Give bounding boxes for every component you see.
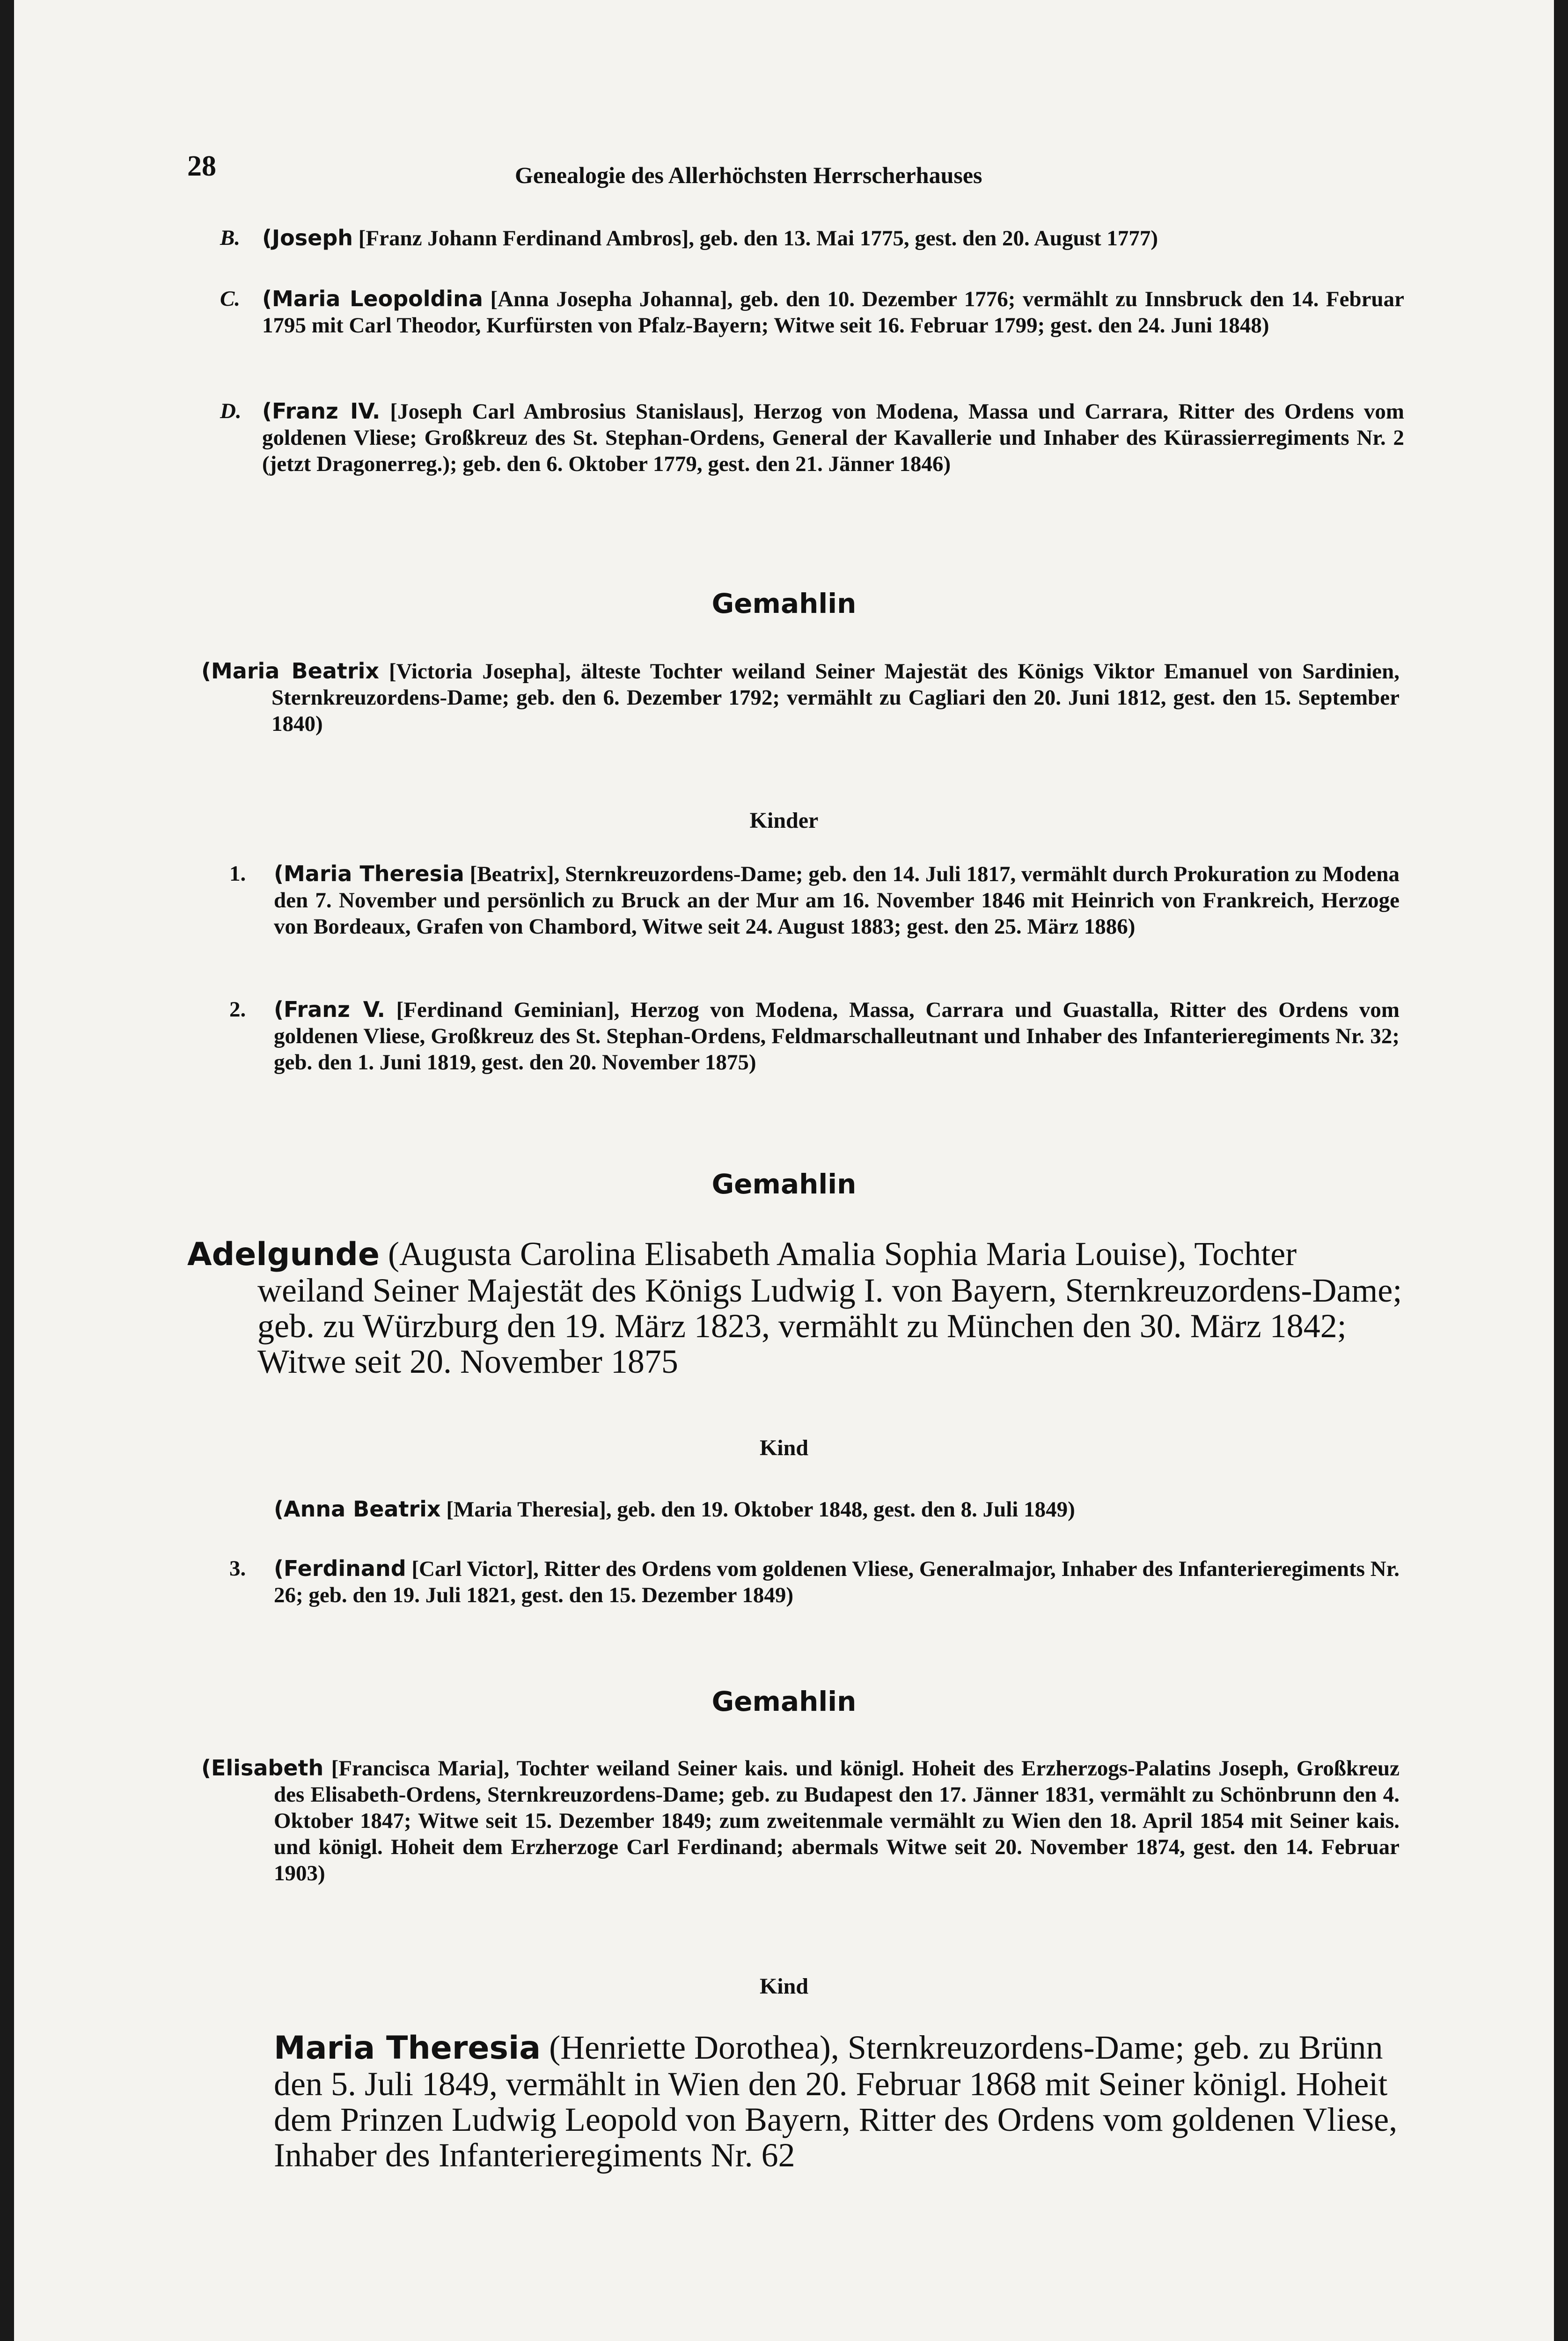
entry-name: (Anna Beatrix — [274, 1496, 441, 1522]
child-2-entry — [229, 996, 1399, 1075]
child-3a-entry — [274, 2030, 1404, 2173]
spouse-text: [Victoria Josepha], älteste Tochter weiland Seiner Majestät des Königs Viktor Emanuel von Sardinien, Sternkreuzordens-Dame; geb. den 6. Dezember 1792; vermählt zu Cagliari den 20. Juni 1812, gest. den 15. September 1840) — [271, 659, 1399, 736]
entry-label: 1. — [229, 861, 246, 886]
entry-d — [220, 398, 1405, 477]
entry-name: Maria Theresia — [274, 2030, 541, 2067]
spouse-2-entry — [187, 1236, 1404, 1379]
entry-label: 2. — [229, 997, 246, 1022]
entry-name: (Franz IV. — [262, 398, 381, 424]
entry-b — [220, 225, 1404, 251]
entry-text: (Henriette Dorothea), Sternkreuzordens-Dame; geb. zu Brünn den 5. Juli 1849, vermählt in Wien den 20. Februar 1868 mit Seiner königl. Hoheit dem Prinzen Ludwig Leopold von Bayern, Ritter des Ordens vom goldenen Vliese, Inhaber des Infanterieregiments Nr. 62 — [274, 2029, 1398, 2174]
spouse-1-entry — [201, 658, 1399, 737]
entry-name: (Franz V. — [274, 997, 385, 1022]
entry-text: [Franz Johann Ferdinand Ambros], geb. den 13. Mai 1775, gest. den 20. August 1777) — [353, 226, 1158, 250]
entry-label: C. — [220, 287, 241, 311]
spouse-name: (Elisabeth — [201, 1755, 324, 1781]
entry-name: (Maria Theresia — [274, 861, 464, 886]
child-3-entry — [229, 1555, 1399, 1608]
entry-c — [220, 286, 1404, 339]
heading-gemahlin-1: Gemahlin — [711, 588, 857, 619]
spouse-3-entry — [201, 1755, 1399, 1886]
child-1-entry — [229, 861, 1399, 940]
spouse-text: (Augusta Carolina Elisabeth Amalia Sophia Maria Louise), Tochter weiland Seiner Majestät des Königs Ludwig I. von Bayern, Sternkreuzordens-Dame; geb. zu Würzburg den 19. März 1823, vermählt zu München den 30. März 1842; Witwe seit 20. November 1875 — [257, 1235, 1402, 1380]
entry-text: [Beatrix], Sternkreuzordens-Dame; geb. den 14. Juli 1817, vermählt durch Prokuration zu Modena den 7. November und persönlich zu Bruck an der Mur am 16. November 1846 mit Heinrich von Frankreich, Herzoge von Bordeaux, Grafen von Chambord, Witwe seit 24. August 1883; gest. den 25. März 1886) — [274, 862, 1399, 939]
entry-text: [Anna Josepha Johanna], geb. den 10. Dezember 1776; vermählt zu Innsbruck den 14. Februar 1795 mit Carl Theodor, Kurfürsten von Pfalz-Bayern; Witwe seit 16. Februar 1799; gest. den 24. Juni 1848) — [262, 287, 1404, 338]
entry-text: [Maria Theresia], geb. den 19. Oktober 1848, gest. den 8. Juli 1849) — [440, 1497, 1075, 1522]
entry-text: [Joseph Carl Ambrosius Stanislaus], Herzog von Modena, Massa und Carrara, Ritter des Ordens vom goldenen Vliese; Großkreuz des St. Stephan-Ordens, General der Kavallerie und Inhaber des Kürassierregiments Nr. 2 (jetzt Dragonerreg.); geb. den 6. Oktober 1779, gest. den 21. Jänner 1846) — [262, 399, 1405, 476]
entry-text: [Ferdinand Geminian], Herzog von Modena, Massa, Carrara und Guastalla, Ritter des Ordens vom goldenen Vliese, Großkreuz des St. Stephan-Ordens, Feldmarschalleutnant und Inhaber des Infanterieregiments Nr. 32; geb. den 1. Juni 1819, gest. den 20. November 1875) — [274, 998, 1399, 1075]
heading-kind-1: Kind — [759, 1436, 809, 1460]
book-page — [14, 0, 1554, 2341]
entry-name: (Joseph — [262, 225, 353, 250]
spouse-text: [Francisca Maria], Tochter weiland Seiner kais. und königl. Hoheit des Erzherzogs-Palatins Joseph, Großkreuz des Elisabeth-Ordens, Sternkreuzordens-Dame; geb. zu Budapest den 17. Jänner 1831, vermählt zu Schönbrunn den 4. Oktober 1847; Witwe seit 15. Dezember 1849; zum zweitenmale vermählt zu Wien den 18. April 1854 mit Seiner kais. und königl. Hoheit dem Erzherzoge Carl Ferdinand; abermals Witwe seit 20. November 1874, gest. den 14. Februar 1903) — [274, 1756, 1399, 1885]
entry-label: 3. — [229, 1556, 246, 1581]
heading-kinder: Kinder — [749, 808, 819, 833]
spouse-name: (Maria Beatrix — [201, 658, 380, 684]
running-title: Genealogie des Allerhöchsten Herrscherhauses — [515, 162, 982, 188]
entry-name: (Ferdinand — [274, 1556, 406, 1581]
spouse-name: Adelgunde — [187, 1236, 380, 1273]
heading-kind-2: Kind — [759, 1974, 809, 1999]
entry-label: D. — [220, 399, 242, 423]
entry-text: [Carl Victor], Ritter des Ordens vom goldenen Vliese, Generalmajor, Inhaber des Infanterieregiments Nr. 26; geb. den 19. Juli 1821, gest. den 15. Dezember 1849) — [274, 1557, 1399, 1607]
entry-name: (Maria Leopoldina — [262, 286, 483, 311]
child-2a-entry — [274, 1496, 1399, 1523]
entry-label: B. — [220, 226, 241, 250]
heading-gemahlin-2: Gemahlin — [711, 1168, 857, 1200]
page-number: 28 — [187, 150, 216, 182]
heading-gemahlin-3: Gemahlin — [711, 1686, 857, 1717]
